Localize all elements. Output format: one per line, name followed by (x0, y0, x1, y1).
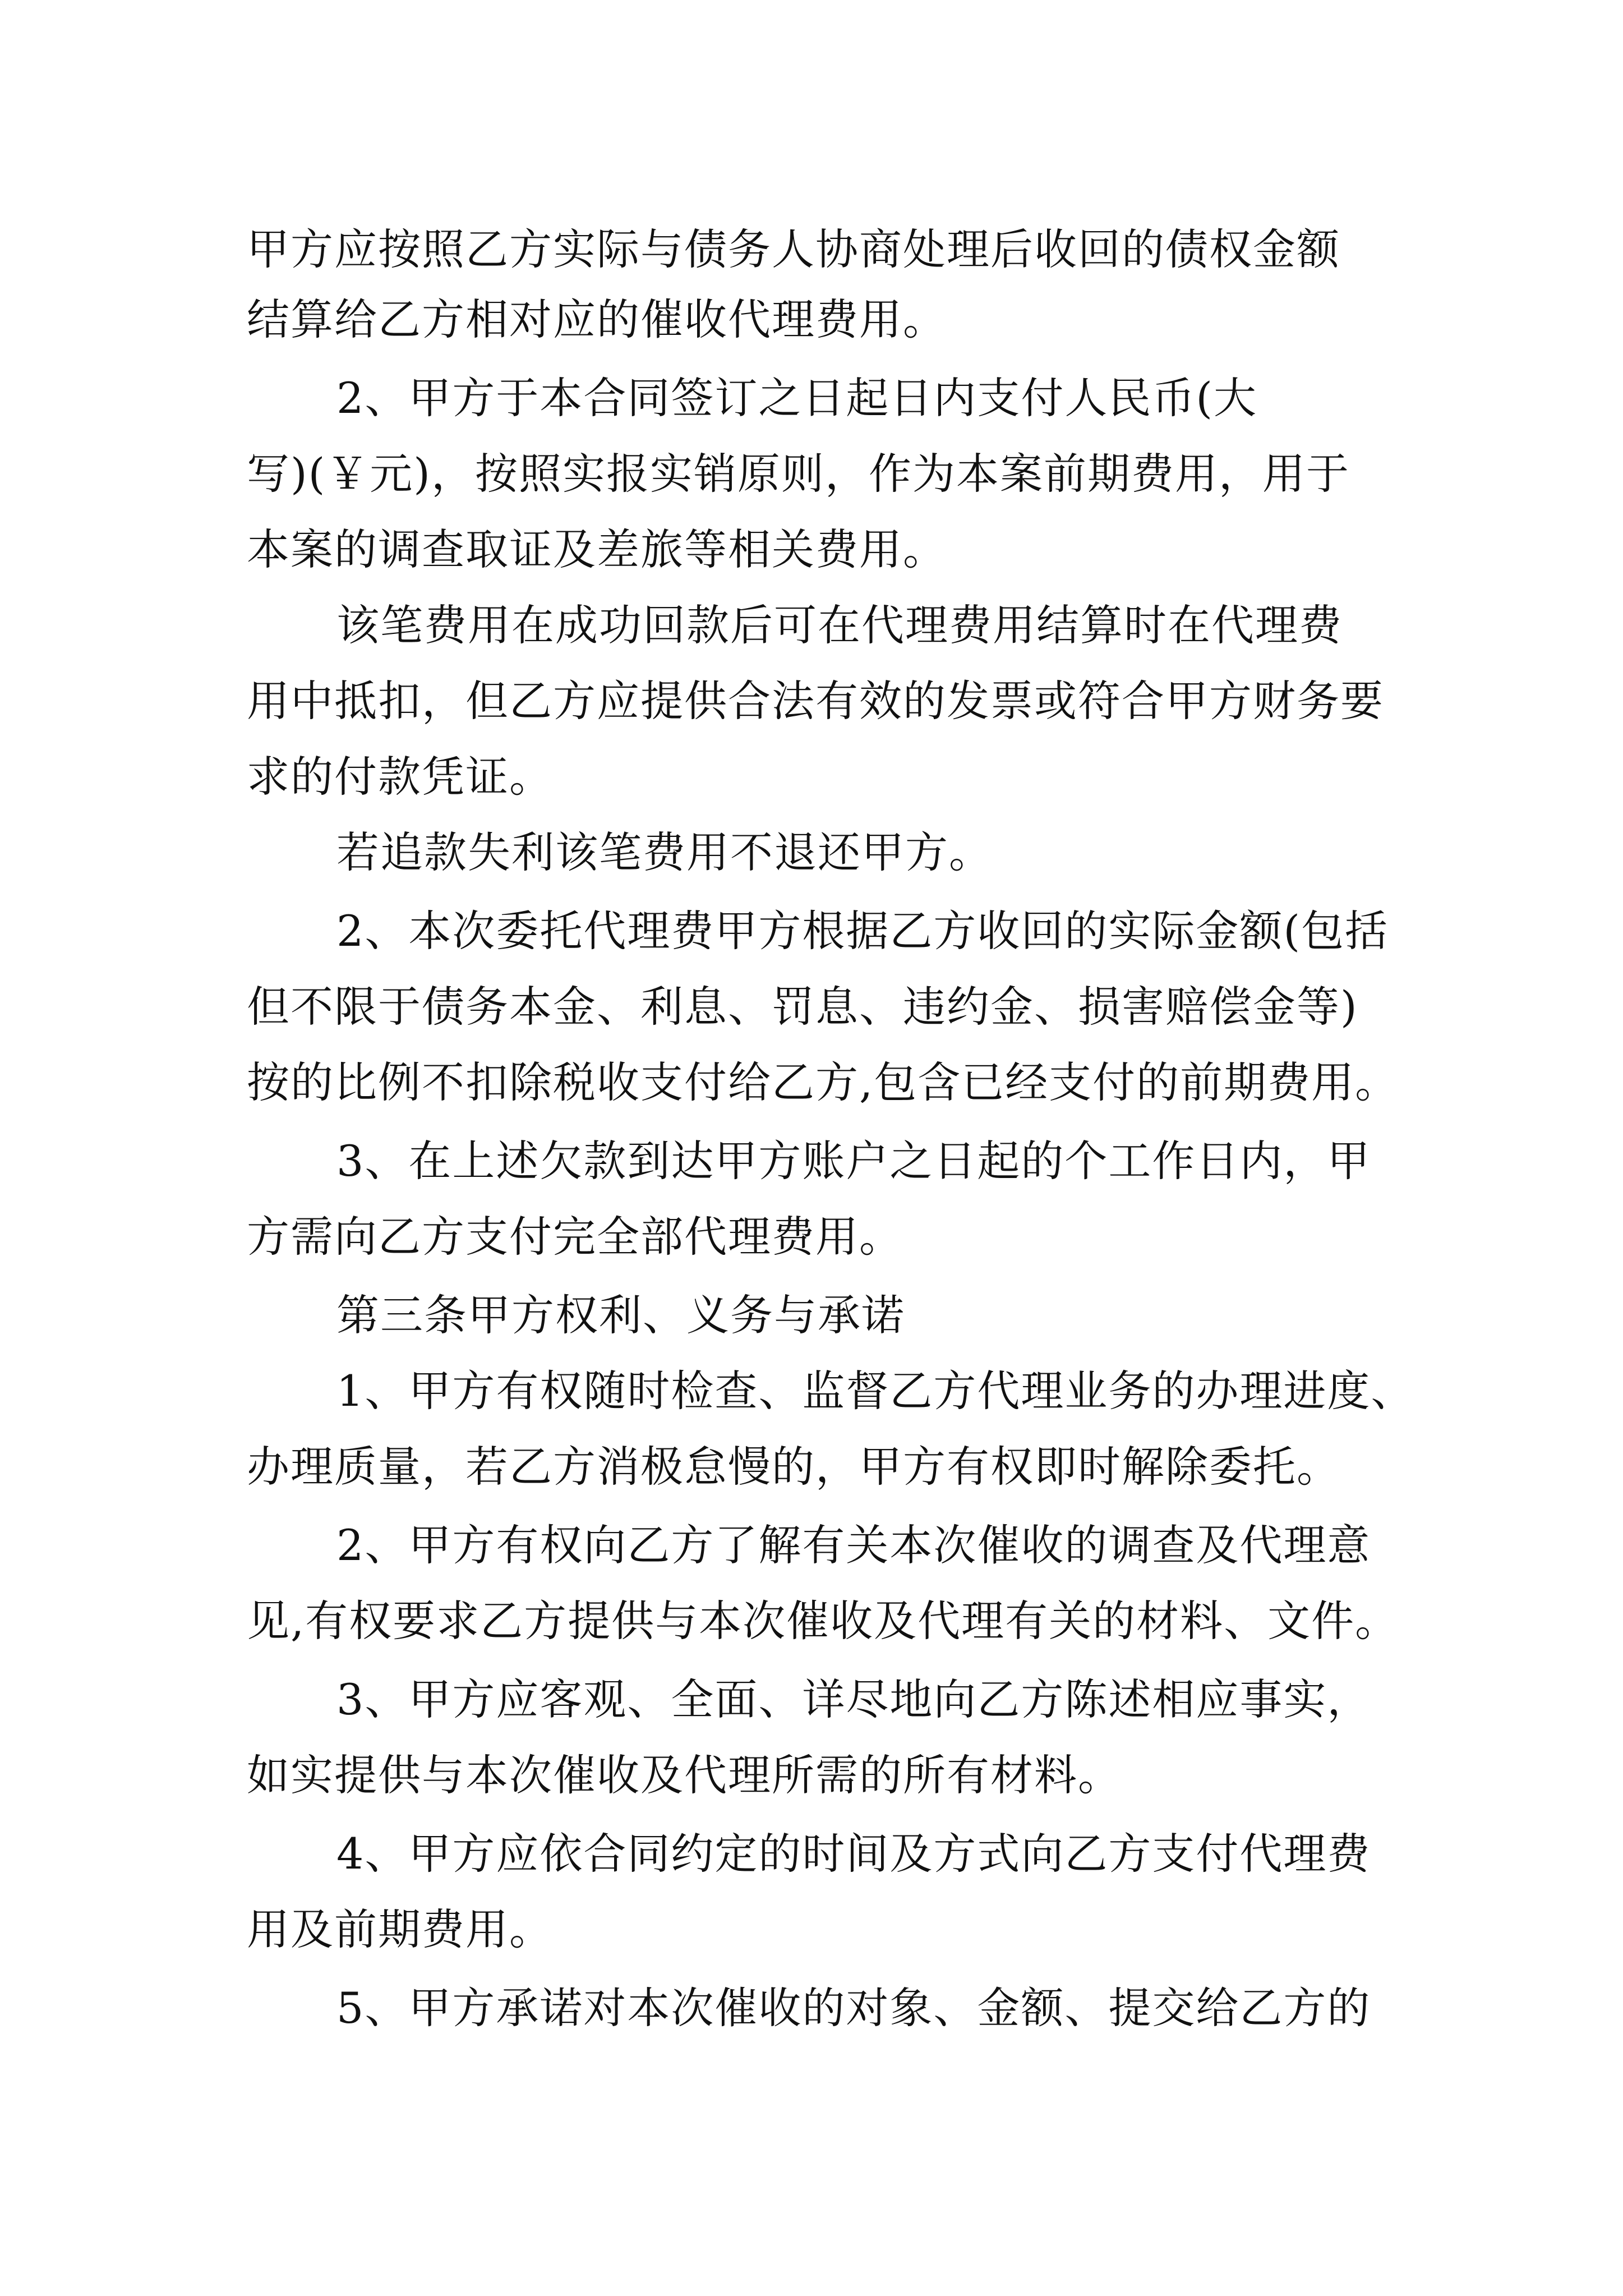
text-line: 结算给乙方相对应的催收代理费用。 (247, 295, 947, 344)
text-line: 办理质量，若乙方消极怠慢的，甲方有权即时解除委托。 (247, 1442, 1340, 1492)
text-line: 按的比例不扣除税收支付给乙方,包含已经支付的前期费用。 (247, 1057, 1399, 1107)
text-line: 该笔费用在成功回款后可在代理费用结算时在代理费 (336, 600, 1343, 650)
text-line: 3、甲方应客观、全面、详尽地向乙方陈述相应事实， (336, 1674, 1371, 1724)
text-line: 见,有权要求乙方提供与本次催收及代理有关的材料、文件。 (247, 1596, 1399, 1646)
text-line: 用及前期费用。 (247, 1904, 553, 1954)
text-line: 第三条甲方权利、义务与承诺 (336, 1290, 905, 1340)
text-line: 2、甲方于本合同签订之日起日内支付人民币(大 (336, 373, 1258, 423)
text-line: 本案的调查取证及差旅等相关费用。 (247, 524, 947, 574)
text-line: 5、甲方承诺对本次催收的对象、金额、提交给乙方的 (336, 1983, 1371, 2033)
text-line: 2、本次委托代理费甲方根据乙方收回的实际金额(包括 (336, 906, 1389, 956)
text-line: 甲方应按照乙方实际与债务人协商处理后收回的债权金额 (247, 224, 1340, 274)
text-line: 若追款失利该笔费用不退还甲方。 (336, 827, 993, 877)
text-line: 用中抵扣，但乙方应提供合法有效的发票或符合甲方财务要 (247, 676, 1384, 726)
text-line: 4、甲方应依合同约定的时间及方式向乙方支付代理费 (336, 1829, 1371, 1879)
text-line: 3、在上述欠款到达甲方账户之日起的个工作日内，甲 (336, 1136, 1371, 1186)
text-line: 写)(￥元)，按照实报实销原则，作为本案前期费用，用于 (247, 449, 1350, 499)
text-line: 1、甲方有权随时检查、监督乙方代理业务的办理进度、 (336, 1366, 1415, 1416)
text-line: 但不限于债务本金、利息、罚息、违约金、损害赔偿金等) (247, 982, 1358, 1032)
text-line: 如实提供与本次催收及代理所需的所有材料。 (247, 1750, 1122, 1800)
text-line: 求的付款凭证。 (247, 752, 553, 802)
text-line: 方需向乙方支付完全部代理费用。 (247, 1212, 903, 1262)
text-line: 2、甲方有权向乙方了解有关本次催收的调查及代理意 (336, 1520, 1371, 1570)
